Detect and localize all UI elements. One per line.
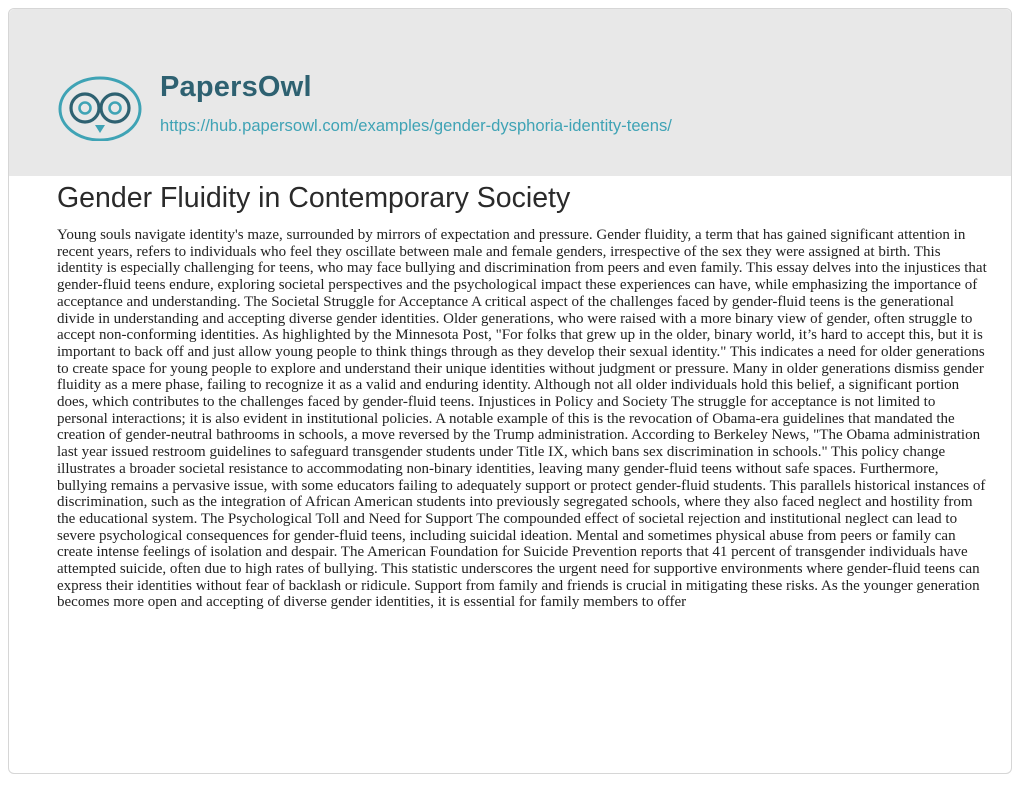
brand-name: PapersOwl — [160, 71, 312, 103]
source-url[interactable]: https://hub.papersowl.com/examples/gender-dysphoria-identity-teens/ — [160, 116, 672, 135]
owl-logo-icon — [57, 73, 143, 141]
article-title: Gender Fluidity in Contemporary Society — [57, 182, 571, 214]
document-page — [8, 8, 1012, 774]
header-banner — [9, 9, 1011, 176]
article-body: Young souls navigate identity's maze, surrounded by mirrors of expectation and pressure. Gender fluidity, a term that has gained significant attention in recent years, refers to individuals who feel they oscillate between male and female genders, irrespective of the sex they were assigned at birth. This identity is especially challenging for teens, who may face bullying and discrimination from peers and even family. This essay delves into the injustices that gender-fluid teens endure, exploring societal perspectives and the psychological impact these experiences can have, while emphasizing the importance of acceptance and understanding. The Societal Struggle for Acceptance A critical aspect of the challenges faced by gender-fluid teens is the generational divide in understanding and accepting diverse gender identities. Older generations, who were raised with a more binary view of gender, often struggle to accept non-conforming identities. As highlighted by the Minnesota Post, "For folks that grew up in the older, binary world, it’s hard to accept this, but it is important to back off and just allow young people to think things through as they develop their sexual identity." This indicates a need for older generations to create space for young people to explore and understand their unique identities without judgment or pressure. Many in older generations dismiss gender fluidity as a mere phase, failing to recognize it as a valid and enduring identity. Although not all older individuals hold this belief, a significant portion does, which contributes to the challenges faced by gender-fluid teens. Injustices in Policy and Society The struggle for acceptance is not limited to personal interactions; it is also evident in institutional policies. A notable example of this is the revocation of Obama-era guidelines that mandated the creation of gender-neutral bathrooms in schools, a move reversed by the Trump administration. According to Berkeley News, "The Obama administration last year issued restroom guidelines to safeguard transgender students under Title IX, which bans sex discrimination in schools." This policy change illustrates a broader societal resistance to accommodating non-binary identities, leaving many gender-fluid teens without safe spaces. Furthermore, bullying remains a pervasive issue, with some educators failing to adequately support or protect gender-fluid students. This parallels historical instances of discrimination, such as the integration of African American students into previously segregated schools, where they also faced neglect and hostility from the educational system. The Psychological Toll and Need for Support The compounded effect of societal rejection and institutional neglect can lead to severe psychological consequences for gender-fluid teens, including suicidal ideation. Mental and sometimes physical abuse from peers or family can create intense feelings of isolation and despair. The American Foundation for Suicide Prevention reports that 41 percent of transgender individuals have attempted suicide, often due to high rates of bullying. This statistic underscores the urgent need for supportive environments where gender-fluid teens can express their identities without fear of backlash or ridicule. Support from family and friends is crucial in mitigating these risks. As the younger generation becomes more open and accepting of diverse gender identities, it is essential for family members to offer — [57, 227, 987, 611]
